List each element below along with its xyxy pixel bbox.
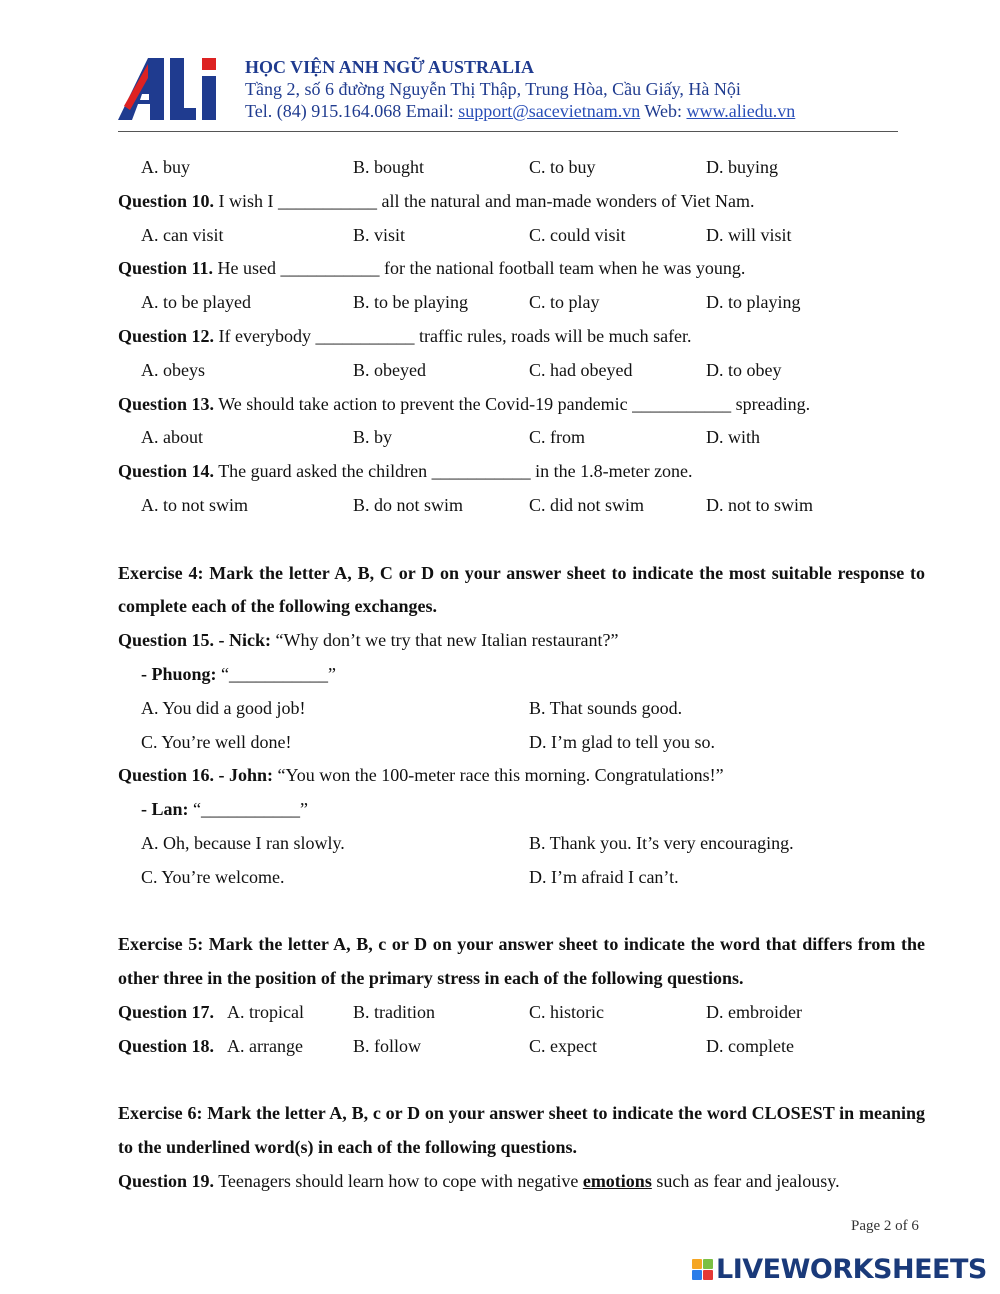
question-text: “___________”: [188, 799, 308, 820]
blank-line: [118, 895, 925, 929]
answer-option[interactable]: C. did not swim: [529, 494, 645, 515]
answer-option[interactable]: A. obeys: [141, 359, 205, 380]
worksheet-content: [118, 151, 925, 1199]
question-line: [118, 793, 925, 827]
answer-option[interactable]: D. to obey: [706, 359, 782, 380]
answer-option[interactable]: C. to buy: [529, 157, 596, 177]
question-label: Question 19.: [118, 1170, 215, 1191]
options-row: [118, 827, 925, 861]
answer-option[interactable]: D. complete: [706, 1035, 794, 1056]
question-line: [118, 759, 925, 793]
answer-option[interactable]: B. obeyed: [353, 359, 426, 380]
question-line: [118, 624, 925, 658]
question-text: If everybody ___________ traffic rules, roads will be much safer.: [214, 325, 692, 346]
ali-logo: [118, 54, 223, 122]
answer-option[interactable]: D. with: [706, 427, 760, 448]
web-link[interactable]: www.aliedu.vn: [686, 101, 796, 121]
answer-option[interactable]: D. not to swim: [706, 494, 814, 515]
web-label: Web:: [640, 101, 687, 121]
answer-option[interactable]: C. had obeyed: [529, 359, 633, 380]
exercise-instruction: Exercise 4: Mark the letter A, B, C or D on your answer sheet to indicate the most suitable response to complete each of the following exchanges.: [118, 562, 925, 617]
answer-option[interactable]: B. Thank you. It’s very encouraging.: [529, 832, 794, 853]
question-text: such as fear and jealousy.: [651, 1170, 840, 1191]
answer-option[interactable]: A. tropical: [227, 1001, 304, 1022]
answer-option[interactable]: D. I’m afraid I can’t.: [529, 866, 679, 887]
answer-option[interactable]: A. buy: [141, 157, 190, 177]
question-label: Question 18.: [118, 1035, 215, 1056]
answer-option[interactable]: B. do not swim: [353, 494, 464, 515]
question-text: “Why don’t we try that new Italian restaurant?”: [271, 630, 619, 651]
answer-option[interactable]: C. could visit: [529, 224, 626, 245]
options-row: [118, 692, 925, 726]
liveworksheets-logo: [692, 1254, 987, 1285]
question-label: Question 15. - Nick:: [118, 630, 271, 651]
answer-option[interactable]: C. You’re welcome.: [141, 866, 285, 887]
question-text: Teenagers should learn how to cope with negative: [214, 1170, 583, 1191]
answer-option[interactable]: C. You’re well done!: [141, 731, 292, 752]
question-text: I wish I ___________ all the natural and man-made wonders of Viet Nam.: [214, 190, 755, 211]
options-row: [118, 996, 925, 1030]
answer-option[interactable]: C. expect: [529, 1035, 597, 1056]
answer-option[interactable]: A. about: [141, 427, 203, 448]
question-text: He used ___________ for the national football team when he was young.: [213, 258, 746, 279]
address: Tầng 2, số 6 đường Nguyễn Thị Thập, Trung Hòa, Cầu Giấy, Hà Nội: [245, 79, 741, 99]
question-text: “You won the 100-meter race this morning. Congratulations!”: [273, 765, 724, 786]
options-row: [118, 421, 925, 455]
question-line: [118, 320, 925, 354]
options-row: [118, 726, 925, 760]
email-link[interactable]: support@sacevietnam.vn: [458, 101, 641, 121]
answer-option[interactable]: C. to play: [529, 292, 600, 313]
question-line: [118, 1165, 925, 1199]
answer-option[interactable]: B. That sounds good.: [529, 697, 683, 718]
answer-option[interactable]: A. Oh, because I ran slowly.: [141, 832, 345, 853]
question-line: [118, 658, 925, 692]
blank-line: [118, 523, 925, 557]
answer-option[interactable]: B. by: [353, 427, 393, 448]
institute-name: HỌC VIỆN ANH NGỮ AUSTRALIA: [245, 57, 535, 77]
question-line: [118, 252, 925, 286]
answer-option[interactable]: A. You did a good job!: [141, 697, 306, 718]
tel: Tel. (84) 915.164.068 Email:: [245, 101, 459, 121]
options-row: [118, 286, 925, 320]
question-label: Question 11.: [118, 258, 214, 279]
options-row: [118, 1030, 925, 1064]
question-label: Question 10.: [118, 190, 215, 211]
answer-option[interactable]: C. from: [529, 427, 585, 448]
question-line: [118, 388, 925, 422]
question-text: “___________”: [216, 663, 336, 684]
options-row: [118, 354, 925, 388]
question-label: - Phuong:: [141, 663, 217, 684]
exercise-instruction: Exercise 6: Mark the letter A, B, c or D on your answer sheet to indicate the word CLOSEST in meaning to the underlined word(s) in each of the following questions.: [118, 1103, 925, 1158]
question-label: Question 16. - John:: [118, 765, 274, 786]
blank-line: [118, 1064, 925, 1098]
exercise-instruction: Exercise 5: Mark the letter A, B, c or D on your answer sheet to indicate the word that differs from the other three in the position of the primary stress in each of the following questions.: [118, 934, 925, 989]
answer-option[interactable]: D. will visit: [706, 224, 792, 245]
answer-option[interactable]: B. visit: [353, 224, 406, 245]
answer-option[interactable]: A. can visit: [141, 224, 224, 245]
live-icon: [692, 1259, 713, 1280]
question-text: The guard asked the children ___________ in the 1.8-meter zone.: [214, 461, 693, 482]
options-row: [118, 489, 925, 523]
page-number: Page 2 of 6: [851, 1218, 919, 1234]
answer-option[interactable]: A. to not swim: [141, 494, 249, 515]
underlined-word: emotions: [582, 1170, 652, 1191]
answer-option[interactable]: C. historic: [529, 1001, 604, 1022]
answer-option[interactable]: B. to be playing: [353, 292, 468, 313]
question-text: We should take action to prevent the Covid-19 pandemic ___________ spreading.: [214, 393, 811, 414]
question-label: Question 14.: [118, 461, 215, 482]
answer-option[interactable]: B. tradition: [353, 1001, 435, 1022]
answer-option[interactable]: D. to playing: [706, 292, 801, 313]
answer-option[interactable]: B. follow: [353, 1035, 422, 1056]
answer-option[interactable]: A. arrange: [227, 1035, 303, 1056]
answer-option[interactable]: D. buying: [706, 157, 778, 177]
question-label: - Lan:: [141, 799, 189, 820]
answer-option[interactable]: A. to be played: [141, 292, 251, 313]
brand-text: LIVEWORKSHEETS: [716, 1254, 987, 1285]
question-line: [118, 455, 925, 489]
question-label: Question 17.: [118, 1001, 215, 1022]
letterhead: [118, 48, 898, 132]
answer-option[interactable]: D. embroider: [706, 1001, 802, 1022]
answer-option[interactable]: B. bought: [353, 157, 425, 177]
answer-option[interactable]: D. I’m glad to tell you so.: [529, 731, 715, 752]
options-row: [118, 219, 925, 253]
question-line: [118, 185, 925, 219]
question-label: Question 12.: [118, 325, 215, 346]
question-label: Question 13.: [118, 393, 215, 414]
options-row: [118, 151, 925, 185]
options-row: [118, 861, 925, 895]
